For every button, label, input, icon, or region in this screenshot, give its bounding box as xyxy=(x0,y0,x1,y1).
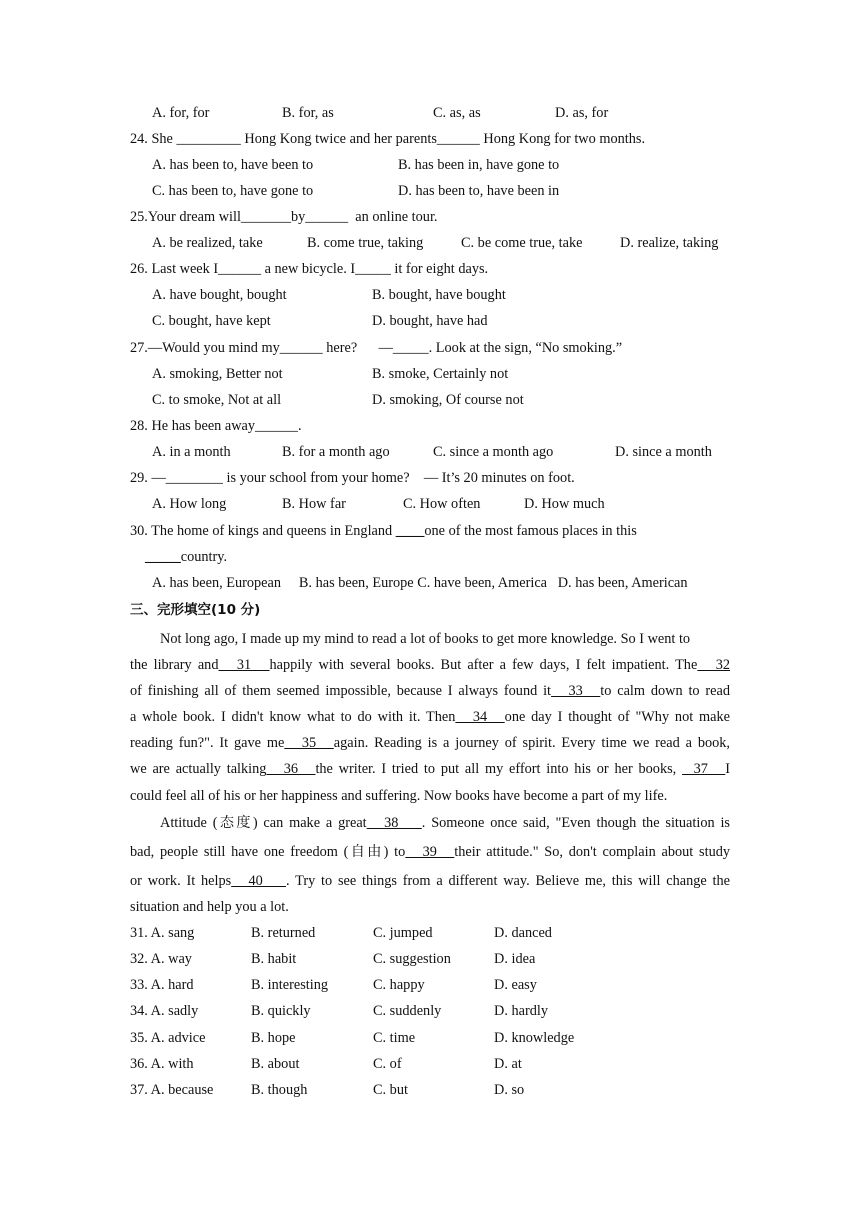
option-c: C. to smoke, Not at all xyxy=(152,392,282,408)
option-d: D. easy xyxy=(494,977,537,993)
text: I xyxy=(725,761,730,777)
blank-34: 34 xyxy=(455,709,505,725)
text: the writer. I tried to put all my effort into his or her books, xyxy=(315,761,683,777)
option-b: B. come true, taking xyxy=(307,235,424,251)
option-d: D. smoking, Of course not xyxy=(372,392,524,408)
text: Not long ago, I made up my mind to read a lot of books to get more knowledge. So I went to xyxy=(160,631,691,647)
option-c: C. How often xyxy=(403,496,481,512)
option-b: B. bought, have bought xyxy=(372,287,506,303)
text: to calm down to read xyxy=(600,683,730,699)
text: or work. It helps xyxy=(130,873,232,889)
option-d: D. hardly xyxy=(494,1003,548,1019)
option-c: C. has been to, have gone to xyxy=(152,183,314,199)
q23-option-b: B. for, as xyxy=(282,105,334,121)
text: . Someone once said, "Even though the situation is xyxy=(421,815,730,831)
question-stem: 29. —________ is your school from your home? — It’s 20 minutes on foot. xyxy=(130,470,575,486)
option-d: D. idea xyxy=(494,951,536,967)
option-d: D. How much xyxy=(524,496,605,512)
text: bad, people still have one freedom (自由) to xyxy=(130,844,406,860)
option-a: 34. A. sadly xyxy=(130,1003,199,1019)
text: happily with several books. But after a few days, I felt impatient. The xyxy=(269,657,698,673)
blank-32: 32 xyxy=(697,657,730,673)
q23-option-a: A. for, for xyxy=(152,105,210,121)
option-b: B. interesting xyxy=(251,977,329,993)
q23-option-d: D. as, for xyxy=(555,105,609,121)
question-stem: 25.Your dream will_______by______ an online tour. xyxy=(130,209,438,225)
answer-blank: _____ xyxy=(145,549,181,565)
option-a: A. in a month xyxy=(152,444,231,460)
option-c: C. but xyxy=(373,1082,408,1098)
option-a: A. have bought, bought xyxy=(152,287,287,303)
option-d: D. has been to, have been in xyxy=(398,183,560,199)
option-d: D. realize, taking xyxy=(620,235,719,251)
option-a: 37. A. because xyxy=(130,1082,214,1098)
option-b: B. though xyxy=(251,1082,308,1098)
option-b: B. habit xyxy=(251,951,297,967)
text: again. Reading is a journey of spirit. Every time we read a book, xyxy=(333,735,730,751)
passage-line xyxy=(130,656,730,674)
option-a: 36. A. with xyxy=(130,1056,194,1072)
option-a: 33. A. hard xyxy=(130,977,194,993)
text: of finishing all of them seemed impossible, because I always found it xyxy=(130,683,552,699)
option-c: C. jumped xyxy=(373,925,433,941)
option-d: D. bought, have had xyxy=(372,313,488,329)
option-b: B. has been in, have gone to xyxy=(398,157,560,173)
option-b: B. quickly xyxy=(251,1003,311,1019)
option-a: 35. A. advice xyxy=(130,1030,206,1046)
option-a: A. smoking, Better not xyxy=(152,366,283,382)
text: one day I thought of "Why not make xyxy=(504,709,730,725)
text: reading fun?". It gave me xyxy=(130,735,285,751)
text: Attitude (态度) can make a great xyxy=(160,815,367,831)
stem-text: 30. The home of kings and queens in England xyxy=(130,523,396,539)
option-d: D. knowledge xyxy=(494,1030,575,1046)
option-d: D. since a month xyxy=(615,444,712,460)
text: their attitude." So, don't complain about study xyxy=(454,844,731,860)
option-d: D. at xyxy=(494,1056,522,1072)
option-b: B. How far xyxy=(282,496,346,512)
option-c: C. time xyxy=(373,1030,416,1046)
option-c: C. since a month ago xyxy=(433,444,554,460)
option-c: C. of xyxy=(373,1056,402,1072)
option-b: B. smoke, Certainly not xyxy=(372,366,509,382)
passage-line xyxy=(130,787,667,805)
text: could feel all of his or her happiness and suffering. Now books have become a part of my life. xyxy=(130,788,668,804)
option-c: C. happy xyxy=(373,977,425,993)
passage-line xyxy=(130,734,730,752)
text: we are actually talking xyxy=(130,761,267,777)
option-d: D. danced xyxy=(494,925,552,941)
option-a: A. be realized, take xyxy=(152,235,263,251)
passage-line xyxy=(130,898,289,916)
option-c: C. bought, have kept xyxy=(152,313,271,329)
answer-blank: ____ xyxy=(395,523,425,539)
blank-38: 38 xyxy=(366,815,422,831)
stem-text: country. xyxy=(180,549,228,565)
option-b: B. about xyxy=(251,1056,300,1072)
blank-33: 33 xyxy=(551,683,601,699)
passage-line xyxy=(130,760,730,778)
question-stem-line-2 xyxy=(145,548,227,566)
question-stem: 24. She _________ Hong Kong twice and her parents______ Hong Kong for two months. xyxy=(130,131,646,147)
blank-35: 35 xyxy=(284,735,334,751)
option-b: B. for a month ago xyxy=(282,444,390,460)
option-a: A. How long xyxy=(152,496,227,512)
blank-36: 36 xyxy=(266,761,316,777)
option-c: C. be come true, take xyxy=(461,235,583,251)
text: situation and help you a lot. xyxy=(130,899,289,915)
option-a: 31. A. sang xyxy=(130,925,195,941)
blank-39: 39 xyxy=(405,844,455,860)
blank-40: 40 xyxy=(231,873,286,889)
option-a: 32. A. way xyxy=(130,951,192,967)
q23-option-c: C. as, as xyxy=(433,105,481,121)
option-b: B. returned xyxy=(251,925,316,941)
blank-31: 31 xyxy=(218,657,270,673)
passage-line xyxy=(160,630,690,648)
text: a whole book. I didn't know what to do with it. Then xyxy=(130,709,456,725)
question-stem: 27.—Would you mind my______ here? —_____. Look at the sign, “No smoking.” xyxy=(130,340,623,356)
question-stem-line-1 xyxy=(130,522,637,540)
question-options: A. has been, European B. has been, Europe C. have been, America D. has been, American xyxy=(152,575,688,591)
passage-line xyxy=(130,682,730,700)
option-b: B. hope xyxy=(251,1030,296,1046)
option-c: C. suddenly xyxy=(373,1003,442,1019)
question-stem: 26. Last week I______ a new bicycle. I_____ it for eight days. xyxy=(130,261,489,277)
option-d: D. so xyxy=(494,1082,525,1098)
option-c: C. suggestion xyxy=(373,951,451,967)
passage-line xyxy=(130,843,730,861)
text: the library and xyxy=(130,657,219,673)
passage-line xyxy=(130,708,730,726)
stem-text: one of the most famous places in this xyxy=(424,523,637,539)
passage-line xyxy=(160,814,730,832)
passage-line xyxy=(130,872,730,890)
option-a: A. has been to, have been to xyxy=(152,157,314,173)
section-title: 三、完形填空(10 分) xyxy=(130,602,261,618)
blank-37: 37 xyxy=(682,761,726,777)
text: . Try to see things from a different way. Believe me, this will change the xyxy=(286,873,730,889)
question-stem: 28. He has been away______. xyxy=(130,418,302,434)
